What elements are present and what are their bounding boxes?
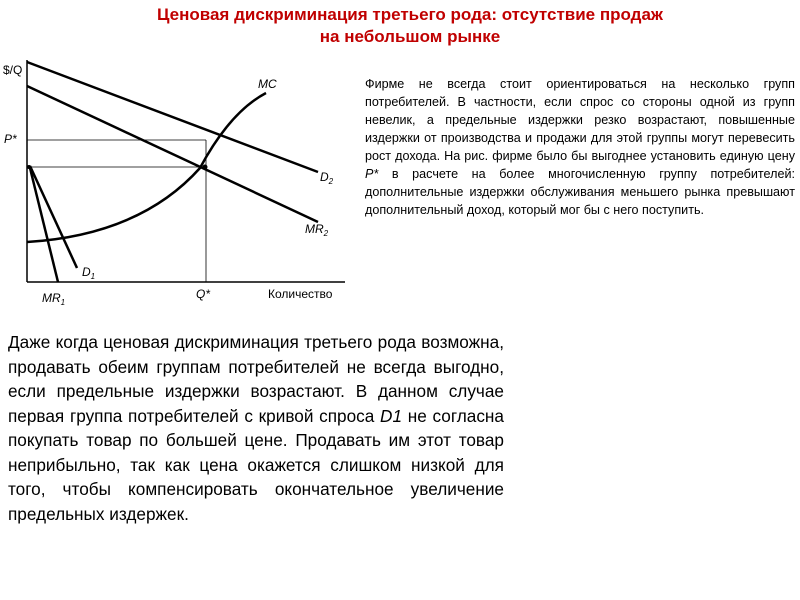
side-explanation-text (365, 75, 795, 219)
d1-demand-curve (30, 166, 77, 268)
x-axis-label: Количество (268, 287, 333, 301)
title-line-2: на небольшом рынке (319, 27, 501, 46)
mc-label: MC (258, 77, 277, 91)
price-discrimination-graph (0, 55, 360, 305)
bottom-text-d1: D1 (380, 405, 403, 426)
bottom-text-part-1: Даже когда ценовая дискриминация третьего рода возможна, продавать обеим группам потребителей не всегда выгодно, если предельные издержки возрастают. В данном случае первая группа потребителей с кривой спроса (8, 332, 504, 426)
mr2-marginal-revenue-curve (27, 86, 318, 222)
mr1-marginal-revenue-curve (30, 168, 58, 282)
side-text-p-star: P* (365, 167, 379, 181)
title-line-1: Ценовая дискриминация третьего рода: отсутствие продаж (157, 5, 663, 24)
d2-label: $D_2$ (320, 170, 334, 186)
slide-title (0, 4, 800, 48)
bottom-text-part-2: не согласна покупать товар по большей цене. Продавать им этот товар неприбыльно, так как цена окажется слишком низкой для того, чтобы компенсировать окончательное увеличение предельных издержек. (8, 405, 504, 524)
side-text-part-1: Фирме не всегда стоит ориентироваться на несколько групп потребителей. В частности, если спрос со стороны одной из групп невелик, а предельные издержки резко возрастают, повышенные издержки от производства и продажи для этой группы могут перевесить рост дохода. На рис. фирме было бы выгоднее установить единую цену (365, 77, 795, 163)
p-star-label: P* (4, 132, 17, 146)
d1-label: $D_1$ (82, 265, 96, 281)
q-star-label: Q* (196, 287, 211, 301)
y-axis-label: $/Q (3, 63, 23, 77)
y-axis-point (27, 165, 31, 169)
bottom-explanation-text (8, 330, 504, 526)
mc-mr2-intersection-point (203, 165, 208, 170)
mr2-label: $MR_2$ (305, 222, 329, 238)
side-text-part-2: в расчете на более многочисленную группу потребителей: дополнительные издержки обслуживания меньшего рынка превышают дополнительный доход, который мог бы с него поступить. (365, 167, 795, 217)
mc-marginal-cost-curve (27, 93, 266, 242)
mr1-label: $MR_1$ (42, 291, 66, 305)
